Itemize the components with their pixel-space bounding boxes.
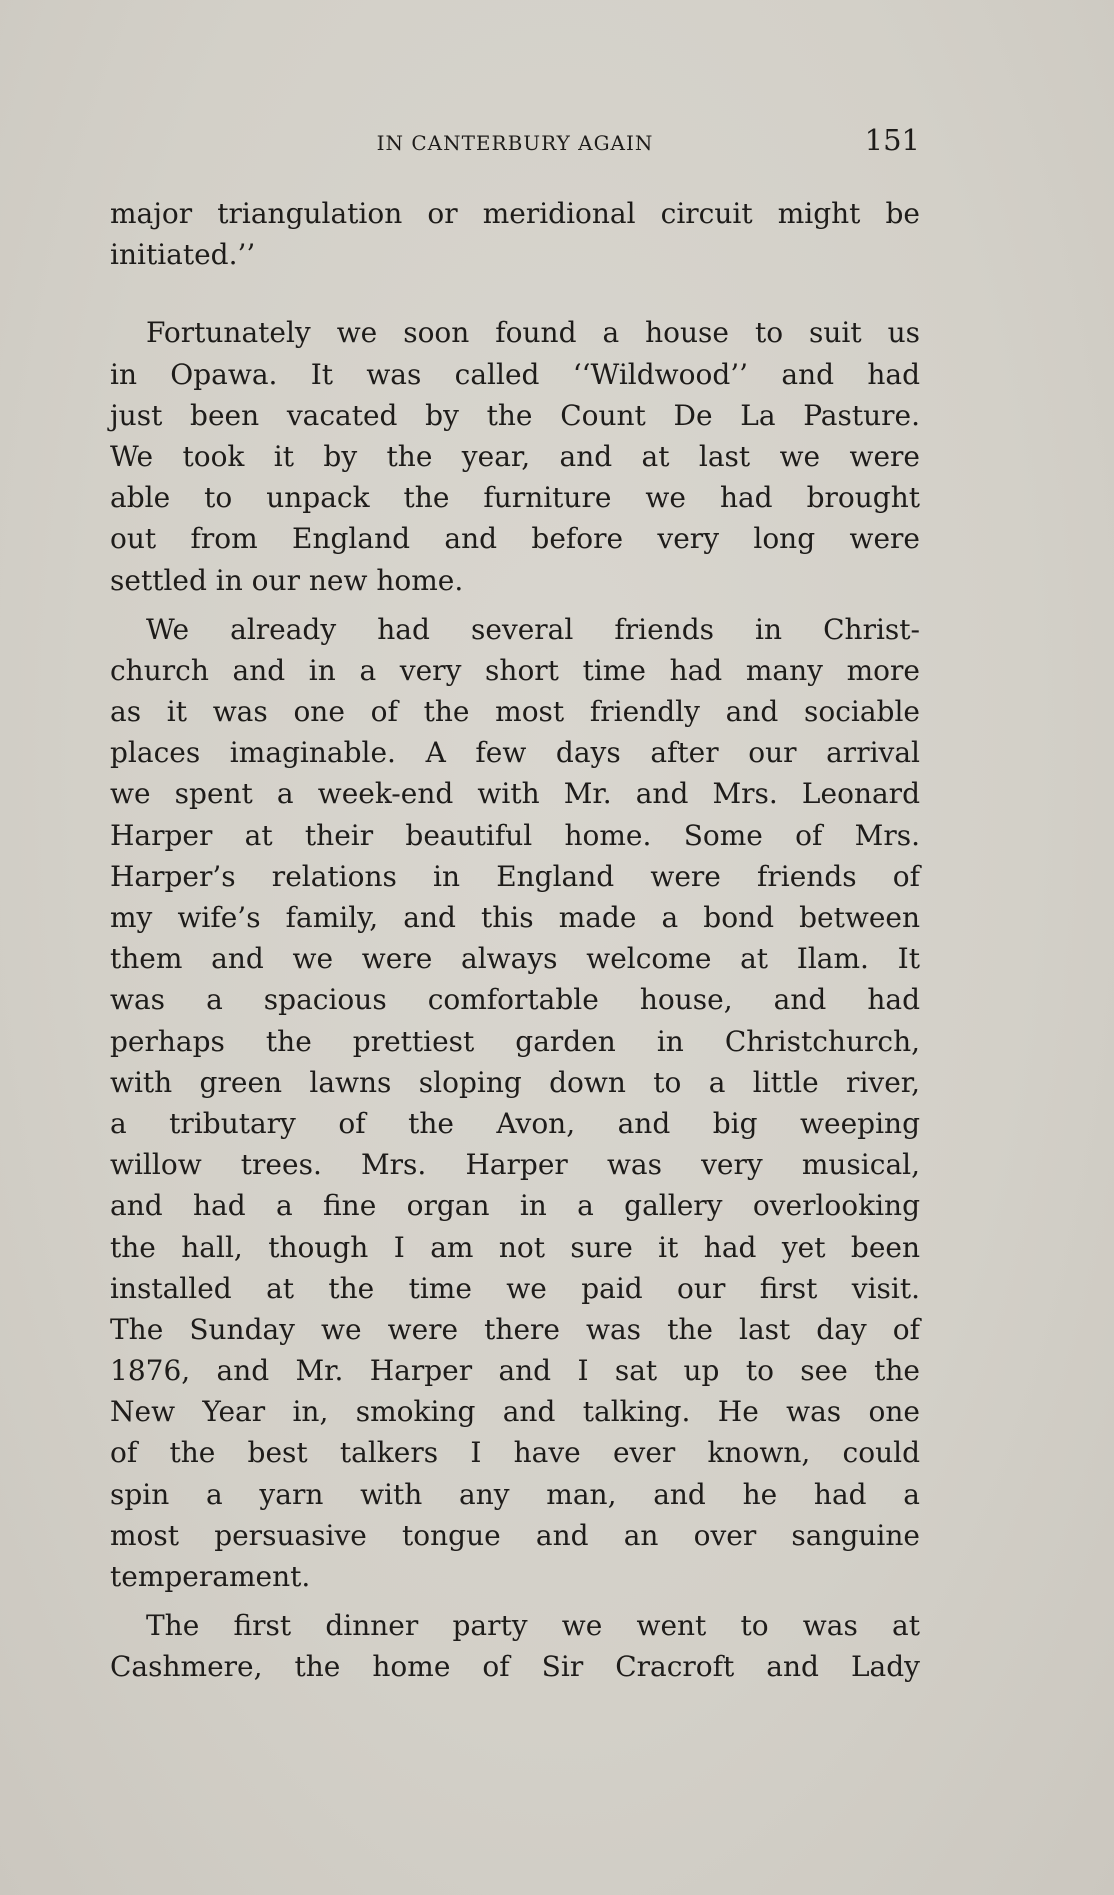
text-line: the hall, though I am not sure it had yet been [110,1230,920,1264]
text-line: in Opawa. It was called ‘‘Wildwood’’ and had [110,357,920,391]
text-line: of the best talkers I have ever known, could [110,1436,920,1470]
text-line: installed at the time we paid our first visit. [110,1271,920,1305]
text-line: The Sunday we were there was the last day of [110,1312,920,1346]
text-line: we spent a week-end with Mr. and Mrs. Leonard [110,777,920,811]
text-line: New Year in, smoking and talking. He was one [110,1395,920,1429]
running-title: IN CANTERBURY AGAIN [376,131,654,155]
text-line: just been vacated by the Count De La Pasture. [110,398,920,432]
body-text [110,193,920,1688]
page-number: 151 [864,123,920,157]
text-line: places imaginable. A few days after our arrival [110,736,920,770]
text-line: settled in our new home. [110,563,464,597]
text-line: them and we were always welcome at Ilam. It [110,942,920,976]
text-line: The first dinner party we went to was at [146,1609,920,1643]
text-line: my wife’s family, and this made a bond between [110,901,920,934]
text-line: as it was one of the most friendly and sociable [110,695,920,729]
text-line: a tributary of the Avon, and big weeping [110,1106,920,1140]
text-line: with green lawns sloping down to a little river, [110,1065,920,1099]
text-line: and had a fine organ in a gallery overlooking [110,1189,920,1223]
text-line: able to unpack the furniture we had brought [110,481,920,515]
text-line: church and in a very short time had many more [110,653,920,687]
text-line: Fortunately we soon found a house to suit us [146,316,920,350]
text-line: Cashmere, the home of Sir Cracroft and Lady [110,1650,920,1684]
text-line: spin a yarn with any man, and he had a [110,1477,920,1511]
text-line: Harper at their beautiful home. Some of Mrs. [110,818,920,852]
text-line: most persuasive tongue and an over sanguine [110,1518,920,1552]
text-line: We took it by the year, and at last we were [110,439,920,473]
paragraph [110,312,920,600]
text-line: We already had several friends in Christ- [146,612,920,646]
text-line: initiated.’’ [110,238,256,272]
paragraph [110,193,920,275]
text-line: was a spacious comfortable house, and had [110,983,920,1017]
text-line: willow trees. Mrs. Harper was very musical, [110,1148,920,1182]
running-head [110,123,920,163]
text-line: Harper’s relations in England were friends of [110,859,920,893]
paragraph [110,1605,920,1687]
text-line: 1876, and Mr. Harper and I sat up to see the [110,1354,920,1388]
text-line: out from England and before very long were [110,522,920,556]
text-line: perhaps the prettiest garden in Christchurch, [110,1024,920,1058]
paragraph [110,609,920,1598]
text-line: major triangulation or meridional circuit might be [110,197,920,230]
text-line: temperament. [110,1560,311,1593]
